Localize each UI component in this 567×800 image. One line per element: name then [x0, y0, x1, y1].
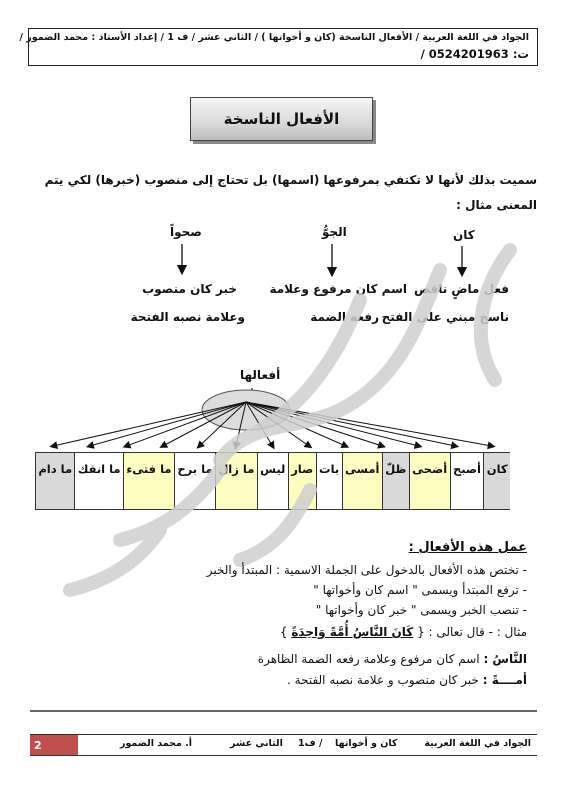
footer-page-number: 2 [30, 735, 78, 755]
verb-cell-label: ما دام [38, 462, 73, 476]
verb-cell [382, 453, 409, 509]
analysis-word-2: أمــــةً : [482, 673, 527, 687]
note-jaw-1: اسم كان مرفوع وعلامة [269, 282, 407, 296]
analysis-line-1 [258, 652, 527, 666]
verbs-hub [202, 390, 290, 430]
fan-arrow [246, 402, 419, 446]
verb-cell [316, 453, 342, 509]
verb-cell-label: ما فتىء [126, 462, 172, 476]
verb-cell-label: ما انفك [77, 462, 121, 476]
fan-arrow [163, 402, 246, 446]
footer-term: / ف1 [298, 738, 323, 749]
fan-arrow [90, 402, 246, 446]
example-ayah: كَانَ النَّاسُ أُمَّةً وَاحِدَةً [291, 625, 414, 639]
verb-cell [288, 453, 316, 509]
verb-cell [257, 453, 288, 509]
verb-cell [409, 453, 450, 509]
example-suffix: } [279, 625, 288, 639]
verb-cell-label: صار [291, 462, 314, 476]
fan-arrow [236, 402, 246, 446]
verbs-label: أفعالها [240, 368, 281, 382]
work-item-3: - تنصب الخبر ويسمى " خبر كان وأخواتها " [315, 603, 527, 617]
intro-paragraph: سميت بذلك لأنها لا تكتفي بمرفوعها (اسمها) بل تحتاج إلى منصوب (خبرها) لكي يتم المعنى مثال : [44, 173, 537, 212]
verb-cell-label: كان [486, 462, 508, 476]
fan-arrow [246, 402, 273, 446]
example-word-sahwan: صحواً [170, 225, 202, 239]
footer-book: الجواد في اللغة العربية [424, 738, 531, 749]
verb-cell-label: ليس [260, 462, 286, 476]
verb-cell [35, 453, 75, 509]
work-item-2: - ترفع المبتدأ ويسمى " اسم كان وأخواتها " [313, 583, 527, 597]
note-sahwan-2: وعلامة نصبه الفتحة [130, 310, 245, 324]
verb-cell [174, 453, 215, 509]
fan-arrow [246, 402, 492, 446]
footer-author: أ. محمد الضمور [120, 738, 193, 749]
example-word-jaw: الجوُّ [322, 225, 347, 239]
verb-cell [74, 453, 122, 509]
fan-arrow [53, 402, 246, 446]
work-title: عمل هذه الأفعال : [408, 540, 527, 555]
example-line [280, 625, 527, 639]
verb-cell-label: بات [319, 462, 340, 476]
fan-arrow [246, 402, 346, 446]
page-footer [30, 734, 537, 756]
fan-arrow [246, 402, 455, 446]
header-line-2: ت: 0524201963 / [420, 47, 529, 61]
verbs-table [35, 452, 510, 510]
footer-grade: الثاني عشر [230, 738, 283, 749]
header-line-1: الجواد في اللغة العربية / الأفعال الناسخة (كان و أخواتها ) / الثاني عشر / ف 1 / إعداد الأستاذ : محمد الضمور / [19, 32, 529, 43]
analysis-text-2: خبر كان منصوب و علامة نصبه الفتحة . [287, 673, 479, 687]
footer-topic: كان و أخواتها [335, 738, 398, 749]
example-prefix: مثال : - قال تعالى : { [417, 625, 527, 639]
fan-arrow [199, 402, 246, 446]
note-sahwan-1: خبر كان منصوب [142, 282, 237, 296]
verb-cell [215, 453, 257, 509]
analysis-line-2 [287, 673, 527, 687]
example-word-kana: كان [453, 228, 475, 242]
verb-cell-label: ظلّ [385, 462, 407, 476]
verb-cell-label: أمسى [345, 462, 380, 476]
verb-cell-label: ما زال [218, 462, 255, 476]
fan-arrow [126, 402, 246, 446]
work-item-1: - تختص هذه الأفعال بالدخول على الجملة الاسمية : المبتدأ والخبر [206, 563, 527, 577]
note-jaw-2: رفعه الضمة [310, 310, 379, 324]
fan-arrow [246, 402, 309, 446]
note-kana-1: فعل ماضٍ ناقص [413, 282, 509, 296]
note-kana-2: ناسخ مبني على الفتح [381, 310, 509, 324]
page-title: الأفعال الناسخة [223, 110, 340, 128]
verb-cell [450, 453, 484, 509]
verb-cell [483, 453, 510, 509]
verb-cell-label: أضحى [412, 462, 448, 476]
verb-cell-label: ما برح [177, 462, 213, 476]
analysis-word-1: النَّاسُ : [483, 652, 527, 666]
verbs-fan-arrows [53, 402, 491, 446]
title-box [190, 97, 373, 141]
header-box [19, 28, 538, 66]
verb-cell [342, 453, 382, 509]
verb-cell-label: أصبح [452, 462, 481, 476]
fan-arrow [246, 402, 382, 446]
analysis-text-1: اسم كان مرفوع وعلامة رفعه الضمة الظاهرة [257, 652, 480, 666]
example-arrows [182, 244, 462, 272]
verb-cell [123, 453, 174, 509]
